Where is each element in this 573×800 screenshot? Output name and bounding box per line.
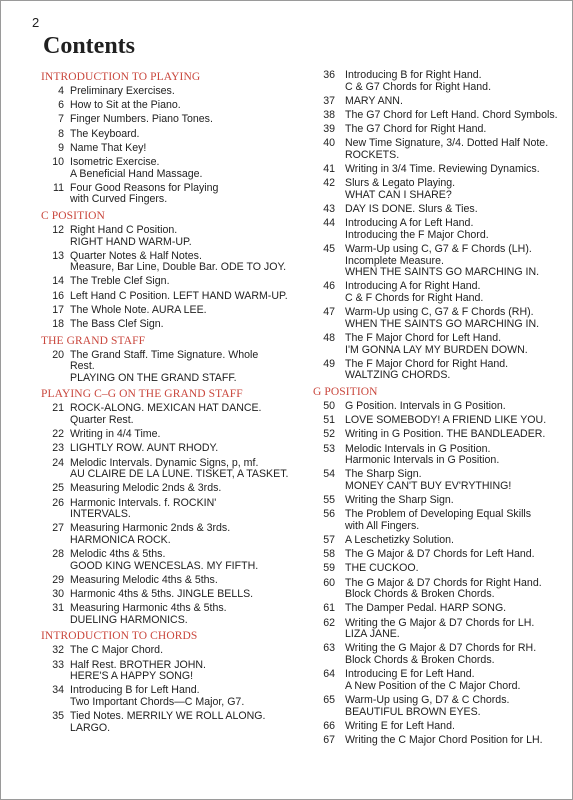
- contents-entry: [313, 333, 563, 356]
- entry-page-number: 35: [52, 710, 64, 723]
- entry-text: The Grand Staff. Time Signature. Whole Rest. PLAYING ON THE GRAND STAFF.: [70, 348, 259, 384]
- entry-text: The G Major & D7 Chords for Right Hand. Block Chords & Broken Chords.: [345, 576, 542, 601]
- right-column: [313, 70, 563, 749]
- entry-page-number: 36: [323, 69, 335, 81]
- entry-page-number: 29: [52, 573, 64, 586]
- contents-entry: [313, 138, 563, 161]
- entry-page-number: 54: [323, 468, 335, 481]
- entry-page-number: 41: [323, 163, 335, 176]
- entry-page-number: 55: [323, 494, 335, 507]
- entry-text: Harmonic 4ths & 5ths. JINGLE BELLS.: [70, 588, 254, 601]
- entry-text: Measuring Harmonic 2nds & 3rds. HARMONICA ROCK.: [70, 522, 231, 546]
- contents-entry: [313, 469, 563, 492]
- entry-page-number: 37: [323, 94, 335, 107]
- entry-page-number: 53: [323, 442, 335, 455]
- entry-page-number: 40: [323, 137, 335, 150]
- entry-text: The Damper Pedal. HARP SONG.: [345, 602, 507, 615]
- contents-entry: [41, 660, 309, 683]
- entry-text: How to Sit at the Piano.: [70, 99, 181, 112]
- entry-page-number: 38: [323, 108, 335, 121]
- entry-page-number: 64: [323, 668, 335, 681]
- entry-text: Slurs & Legato Playing. WHAT CAN I SHARE?: [345, 177, 456, 201]
- entry-text: Writing the Sharp Sign.: [345, 494, 454, 507]
- entry-page-number: 10: [52, 155, 64, 168]
- entry-page-number: 18: [52, 318, 64, 331]
- entry-page-number: 67: [323, 733, 335, 746]
- entry-text: A Leschetizky Solution.: [345, 534, 454, 547]
- contents-entry: [313, 307, 563, 330]
- entry-text: Introducing B for Right Hand. C & G7 Chords for Right Hand.: [345, 69, 492, 93]
- section-heading: PLAYING C–G ON THE GRAND STAFF: [41, 388, 243, 401]
- entry-text: The Sharp Sign. MONEY CAN'T BUY EV'RYTHING!: [345, 468, 512, 492]
- contents-entry: [41, 114, 309, 126]
- contents-entry: [41, 350, 309, 385]
- entry-page-number: 30: [52, 588, 64, 601]
- entry-page-number: 47: [323, 306, 335, 319]
- entry-text: Melodic 4ths & 5ths. GOOD KING WENCESLAS. MY FIFTH.: [70, 548, 259, 572]
- page-title: Contents: [43, 33, 136, 59]
- contents-entry: [313, 563, 563, 575]
- entry-text: Isometric Exercise. A Beneficial Hand Massage.: [70, 155, 203, 180]
- contents-entry: [313, 244, 563, 279]
- entry-text: Name That Key!: [70, 141, 147, 154]
- contents-entry: [41, 443, 309, 455]
- entry-text: ROCK-ALONG. MEXICAN HAT DANCE. Quarter Rest.: [70, 402, 262, 426]
- entry-text: Measuring Melodic 4ths & 5ths.: [70, 573, 218, 586]
- entry-text: DAY IS DONE. Slurs & Ties.: [345, 203, 478, 216]
- contents-entry: [41, 523, 309, 546]
- entry-text: The F Major Chord for Right Hand. WALTZING CHORDS.: [345, 357, 509, 382]
- entry-text: Writing the G Major & D7 Chords for LH. LIZA JANE.: [345, 616, 535, 641]
- contents-entry: [313, 603, 563, 615]
- contents-entry: [313, 359, 563, 382]
- contents-entry: [313, 124, 563, 136]
- contents-entry: [41, 319, 309, 331]
- entry-page-number: 56: [323, 508, 335, 521]
- entry-text: Half Rest. BROTHER JOHN. HERE'S A HAPPY SONG!: [70, 658, 206, 683]
- entry-page-number: 61: [323, 602, 335, 615]
- entry-page-number: 20: [52, 348, 64, 361]
- entry-text: Writing the G Major & D7 Chords for RH. Block Chords & Broken Chords.: [345, 642, 537, 666]
- entry-text: Introducing E for Left Hand. A New Position of the C Major Chord.: [345, 668, 521, 692]
- contents-entry: [313, 495, 563, 507]
- entry-text: The Keyboard.: [70, 127, 140, 140]
- contents-entry: [41, 305, 309, 317]
- entry-page-number: 63: [323, 642, 335, 655]
- entry-text: The Treble Clef Sign.: [70, 275, 170, 288]
- entry-page-number: 11: [53, 181, 64, 194]
- entry-page-number: 32: [52, 644, 64, 657]
- entry-text: LOVE SOMEBODY! A FRIEND LIKE YOU.: [345, 414, 547, 427]
- entry-page-number: 66: [323, 719, 335, 732]
- contents-entry: [313, 204, 563, 216]
- entry-text: Warm-Up using C, G7 & F Chords (LH). Incomplete Measure. WHEN THE SAINTS GO MARCHING IN.: [345, 243, 540, 279]
- entry-text: Melodic Intervals. Dynamic Signs, p, mf. AU CLAIRE DE LA LUNE. TISKET, A TASKET.: [70, 456, 289, 481]
- entry-page-number: 57: [323, 534, 335, 547]
- contents-entry: [313, 735, 563, 747]
- contents-entry: [313, 218, 563, 241]
- contents-entry: [41, 589, 309, 601]
- contents-entry: [313, 578, 563, 601]
- entry-text: The Problem of Developing Equal Skills with All Fingers.: [345, 508, 532, 532]
- entry-page-number: 6: [58, 99, 64, 112]
- contents-entry: [41, 129, 309, 141]
- entry-text: Harmonic Intervals. f. ROCKIN' INTERVALS.: [70, 496, 217, 521]
- entry-page-number: 44: [323, 217, 335, 230]
- contents-entry: [313, 618, 563, 641]
- entry-text: Introducing A for Left Hand. Introducing the F Major Chord.: [345, 217, 489, 241]
- contents-entry: [313, 669, 563, 692]
- entry-text: Introducing A for Right Hand. C & F Chords for Right Hand.: [345, 280, 484, 305]
- entry-text: New Time Signature, 3/4. Dotted Half Note. ROCKETS.: [345, 137, 549, 161]
- section-heading: G POSITION: [313, 385, 378, 398]
- entry-text: The G7 Chord for Left Hand. Chord Symbols.: [345, 108, 558, 121]
- entry-text: Writing in 4/4 Time.: [70, 428, 161, 441]
- entry-text: Introducing B for Left Hand. Two Important Chords—C Major, G7.: [70, 684, 245, 708]
- entry-page-number: 27: [52, 522, 64, 535]
- entry-page-number: 65: [323, 693, 335, 706]
- contents-entry: [41, 183, 309, 206]
- entry-page-number: 34: [52, 684, 64, 697]
- contents-entry: [41, 498, 309, 521]
- entry-page-number: 52: [323, 428, 335, 441]
- contents-entry: [313, 164, 563, 176]
- entry-page-number: 16: [52, 289, 64, 302]
- entry-text: The F Major Chord for Left Hand. I'M GONNA LAY MY BURDEN DOWN.: [345, 332, 528, 356]
- page-number: 2: [32, 15, 40, 30]
- entry-page-number: 28: [52, 548, 64, 561]
- contents-entry: [313, 535, 563, 547]
- contents-entry: [41, 458, 309, 481]
- contents-entry: [41, 86, 309, 98]
- entry-page-number: 4: [58, 85, 64, 97]
- entry-text: LIGHTLY ROW. AUNT RHODY.: [70, 442, 219, 455]
- contents-entry: [41, 291, 309, 303]
- entry-text: The Bass Clef Sign.: [70, 318, 164, 331]
- entry-page-number: 17: [52, 303, 64, 316]
- entry-text: Finger Numbers. Piano Tones.: [70, 113, 213, 126]
- contents-entry: [313, 178, 563, 201]
- entry-text: Writing the C Major Chord Position for LH.: [345, 733, 543, 746]
- contents-entry: [41, 645, 309, 657]
- section-heading: INTRODUCTION TO PLAYING: [41, 71, 201, 83]
- entry-text: Left Hand C Position. LEFT HAND WARM-UP.: [70, 289, 288, 302]
- entry-text: The Whole Note. AURA LEE.: [70, 303, 207, 316]
- entry-page-number: 9: [58, 141, 64, 154]
- entry-text: MARY ANN.: [345, 94, 403, 107]
- contents-entry: [313, 429, 563, 441]
- contents-entry: [313, 509, 563, 532]
- entry-page-number: 14: [52, 275, 64, 288]
- contents-entry: [313, 96, 563, 108]
- left-column: [41, 70, 309, 737]
- contents-entry: [41, 549, 309, 572]
- contents-entry: [41, 403, 309, 426]
- entry-text: Warm-Up using G, D7 & C Chords. BEAUTIFUL BROWN EYES.: [345, 693, 510, 718]
- entry-page-number: 26: [52, 496, 64, 509]
- section-heading: C POSITION: [41, 209, 105, 222]
- entry-text: The G Major & D7 Chords for Left Hand.: [345, 548, 535, 561]
- contents-entry: [41, 711, 309, 734]
- entry-text: Warm-Up using C, G7 & F Chords (RH). WHEN THE SAINTS GO MARCHING IN.: [345, 306, 540, 330]
- contents-entry: [313, 70, 563, 93]
- entry-page-number: 42: [323, 177, 335, 190]
- contents-entry: [313, 549, 563, 561]
- entry-page-number: 43: [323, 203, 335, 216]
- contents-entry: [313, 401, 563, 413]
- contents-entry: [41, 483, 309, 495]
- entry-text: The G7 Chord for Right Hand.: [345, 123, 487, 136]
- entry-page-number: 51: [323, 414, 335, 427]
- contents-entry: [41, 143, 309, 155]
- entry-text: Tied Notes. MERRILY WE ROLL ALONG. LARGO.: [70, 710, 266, 734]
- entry-page-number: 23: [52, 442, 64, 455]
- entry-page-number: 49: [323, 357, 335, 370]
- contents-entry: [41, 100, 309, 112]
- entry-text: THE CUCKOO.: [345, 562, 419, 575]
- contents-entry: [41, 157, 309, 180]
- contents-entry: [313, 444, 563, 467]
- contents-entry: [41, 429, 309, 441]
- entry-page-number: 8: [58, 127, 64, 140]
- entry-text: Preliminary Exercises.: [70, 85, 175, 97]
- entry-page-number: 45: [323, 243, 335, 256]
- entry-page-number: 12: [52, 223, 64, 236]
- entry-text: Writing in G Position. THE BANDLEADER.: [345, 428, 546, 441]
- contents-entry: [41, 225, 309, 248]
- entry-page-number: 60: [323, 576, 335, 589]
- contents-entry: [313, 695, 563, 718]
- entry-page-number: 48: [323, 332, 335, 344]
- contents-entry: [41, 276, 309, 288]
- entry-page-number: 58: [323, 548, 335, 561]
- entry-page-number: 22: [52, 428, 64, 441]
- entry-page-number: 7: [58, 113, 64, 126]
- entry-page-number: 50: [323, 399, 335, 412]
- entry-text: Measuring Melodic 2nds & 3rds.: [70, 482, 222, 495]
- entry-text: G Position. Intervals in G Position.: [345, 399, 506, 412]
- entry-page-number: 24: [52, 456, 64, 469]
- entry-page-number: 33: [52, 658, 64, 671]
- contents-entry: [41, 685, 309, 708]
- entry-page-number: 13: [52, 249, 64, 262]
- entry-page-number: 31: [52, 602, 64, 615]
- contents-entry: [41, 603, 309, 626]
- entry-text: Four Good Reasons for Playing with Curved Fingers.: [70, 181, 219, 206]
- entry-page-number: 21: [52, 402, 64, 415]
- contents-entry: [313, 281, 563, 304]
- entry-text: Right Hand C Position. RIGHT HAND WARM-UP.: [70, 223, 192, 248]
- entry-text: Quarter Notes & Half Notes. Measure, Bar Line, Double Bar. ODE TO JOY.: [70, 249, 287, 274]
- entry-page-number: 25: [52, 482, 64, 495]
- entry-text: Writing in 3/4 Time. Reviewing Dynamics.: [345, 163, 540, 176]
- contents-entry: [313, 110, 563, 122]
- contents-entry: [41, 251, 309, 274]
- contents-entry: [313, 643, 563, 666]
- entry-page-number: 46: [323, 280, 335, 293]
- entry-text: Melodic Intervals in G Position. Harmonic Intervals in G Position.: [345, 442, 500, 467]
- entry-text: Writing E for Left Hand.: [345, 719, 455, 732]
- entry-text: The C Major Chord.: [70, 644, 164, 657]
- entry-page-number: 39: [323, 123, 335, 136]
- section-heading: INTRODUCTION TO CHORDS: [41, 630, 198, 643]
- contents-entry: [313, 415, 563, 427]
- contents-entry: [313, 721, 563, 733]
- entry-page-number: 62: [323, 616, 335, 629]
- entry-text: Measuring Harmonic 4ths & 5ths. DUELING HARMONICS.: [70, 602, 227, 626]
- entry-page-number: 59: [323, 562, 335, 575]
- section-heading: THE GRAND STAFF: [41, 334, 146, 347]
- contents-entry: [41, 575, 309, 587]
